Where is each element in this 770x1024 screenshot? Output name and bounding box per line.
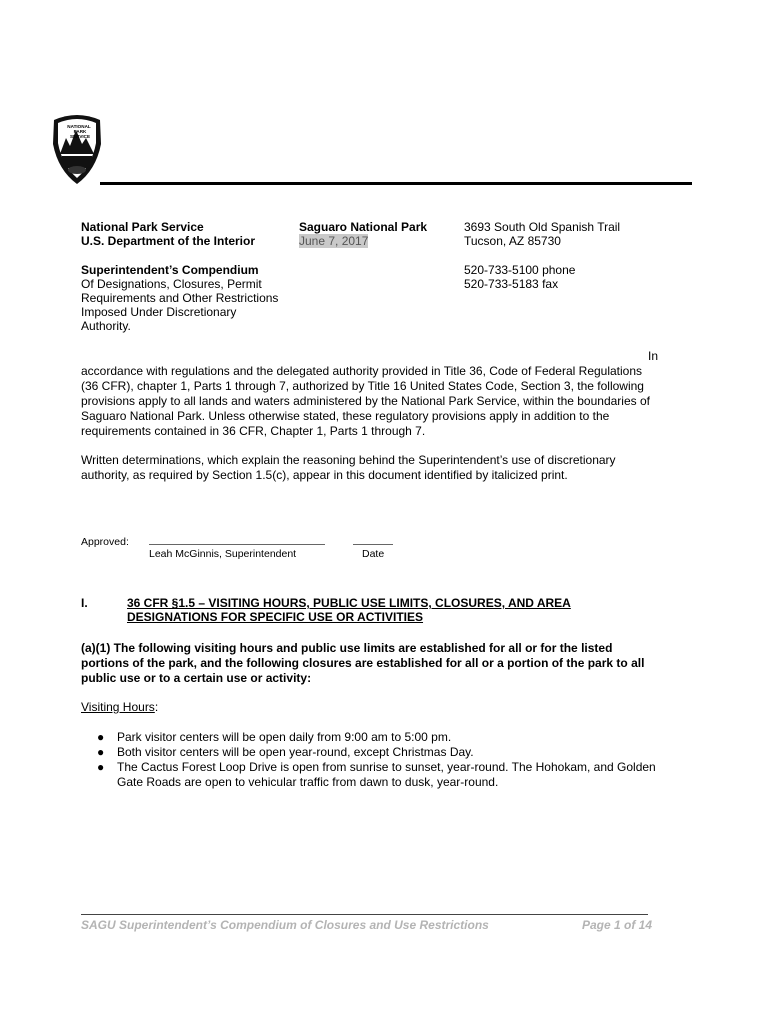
- section-title-line1: 36 CFR §1.5 – VISITING HOURS, PUBLIC USE LIMITS, CLOSURES, AND AREA: [127, 596, 571, 610]
- subsection-line: public use or to a certain use or activity:: [81, 671, 312, 685]
- list-item-text: Gate Roads are open to vehicular traffic from dawn to dusk, year-round.: [117, 775, 499, 789]
- subsection-line: (a)(1) The following visiting hours and public use limits are established for all or for the listed: [81, 641, 613, 655]
- compendium-subtitle-line: Authority.: [81, 319, 131, 333]
- list-item: [81, 730, 701, 745]
- agency-name: National Park Service: [81, 220, 204, 234]
- signature-line: [149, 544, 325, 545]
- intro-line: Saguaro National Park. Unless otherwise stated, these regulatory provisions apply in addition to the: [81, 409, 610, 423]
- address-line1: 3693 South Old Spanish Trail: [464, 220, 621, 234]
- intro-line: (36 CFR), chapter 1, Parts 1 through 7, authorized by Title 16 United States Code, Section 3, the following: [81, 379, 644, 393]
- footer-rule: [81, 914, 648, 915]
- header-rule: [100, 182, 692, 185]
- intro-line: requirements contained in 36 CFR, Chapter 1, Parts 1 through 7.: [81, 424, 426, 438]
- compendium-subtitle-line: Requirements and Other Restrictions: [81, 291, 279, 305]
- compendium-title: Superintendent’s Compendium: [81, 263, 259, 277]
- nps-arrowhead-logo: [50, 110, 104, 186]
- list-item: [81, 760, 701, 790]
- list-item: [81, 745, 701, 760]
- address-line2: Tucson, AZ 85730: [464, 234, 561, 248]
- visiting-hours-colon: :: [154, 700, 159, 714]
- logo-text-line3: SERVICE: [69, 134, 91, 139]
- document-date: June 7, 2017: [299, 234, 369, 248]
- visiting-hours-heading: [81, 700, 158, 714]
- approved-label: Approved:: [81, 536, 129, 548]
- intro-line: accordance with regulations and the delegated authority provided in Title 36, Code of Federal Regulations: [81, 364, 643, 378]
- compendium-subtitle-line: Of Designations, Closures, Permit: [81, 277, 262, 291]
- intro-line: provisions apply to all lands and waters administered by the National Park Service, within the boundaries of: [81, 394, 650, 408]
- date-label: Date: [362, 548, 385, 560]
- visiting-hours-list: [81, 730, 701, 790]
- bullet-icon: ●: [97, 730, 105, 744]
- subsection-line: portions of the park, and the following closures are established for all or a portion of the park to all: [81, 656, 645, 670]
- page-number: Page 1 of 14: [582, 918, 653, 932]
- signer-name: Leah McGinnis, Superintendent: [149, 548, 297, 560]
- bullet-icon: ●: [97, 760, 105, 774]
- list-item-text: Both visitor centers will be open year-round, except Christmas Day.: [117, 745, 474, 759]
- department-name: U.S. Department of the Interior: [81, 234, 256, 248]
- phone-number: 520-733-5100 phone: [464, 263, 576, 277]
- intro-lead-word: In: [648, 349, 659, 363]
- determinations-line: authority, as required by Section 1.5(c), appear in this document identified by italicized print.: [81, 468, 568, 482]
- visiting-hours-label: Visiting Hours: [81, 700, 155, 714]
- section-title-line2: DESIGNATIONS FOR SPECIFIC USE OR ACTIVITIES: [127, 610, 424, 624]
- footer-title: SAGU Superintendent’s Compendium of Closures and Use Restrictions: [81, 918, 489, 932]
- compendium-subtitle-line: Imposed Under Discretionary: [81, 305, 237, 319]
- list-item-text: Park visitor centers will be open daily from 9:00 am to 5:00 pm.: [117, 730, 452, 744]
- fax-number: 520-733-5183 fax: [464, 277, 559, 291]
- logo-text-line2: PARK: [73, 129, 87, 134]
- list-item-text: The Cactus Forest Loop Drive is open from sunrise to sunset, year-round. The Hohokam, and Golden: [117, 760, 656, 774]
- bullet-icon: ●: [97, 745, 105, 759]
- determinations-line: Written determinations, which explain the reasoning behind the Superintendent’s use of discretionary: [81, 453, 616, 467]
- date-line: [353, 544, 393, 545]
- logo-text-line1: NATIONAL: [67, 124, 91, 129]
- park-name: Saguaro National Park: [299, 220, 428, 234]
- section-number: I.: [81, 596, 88, 610]
